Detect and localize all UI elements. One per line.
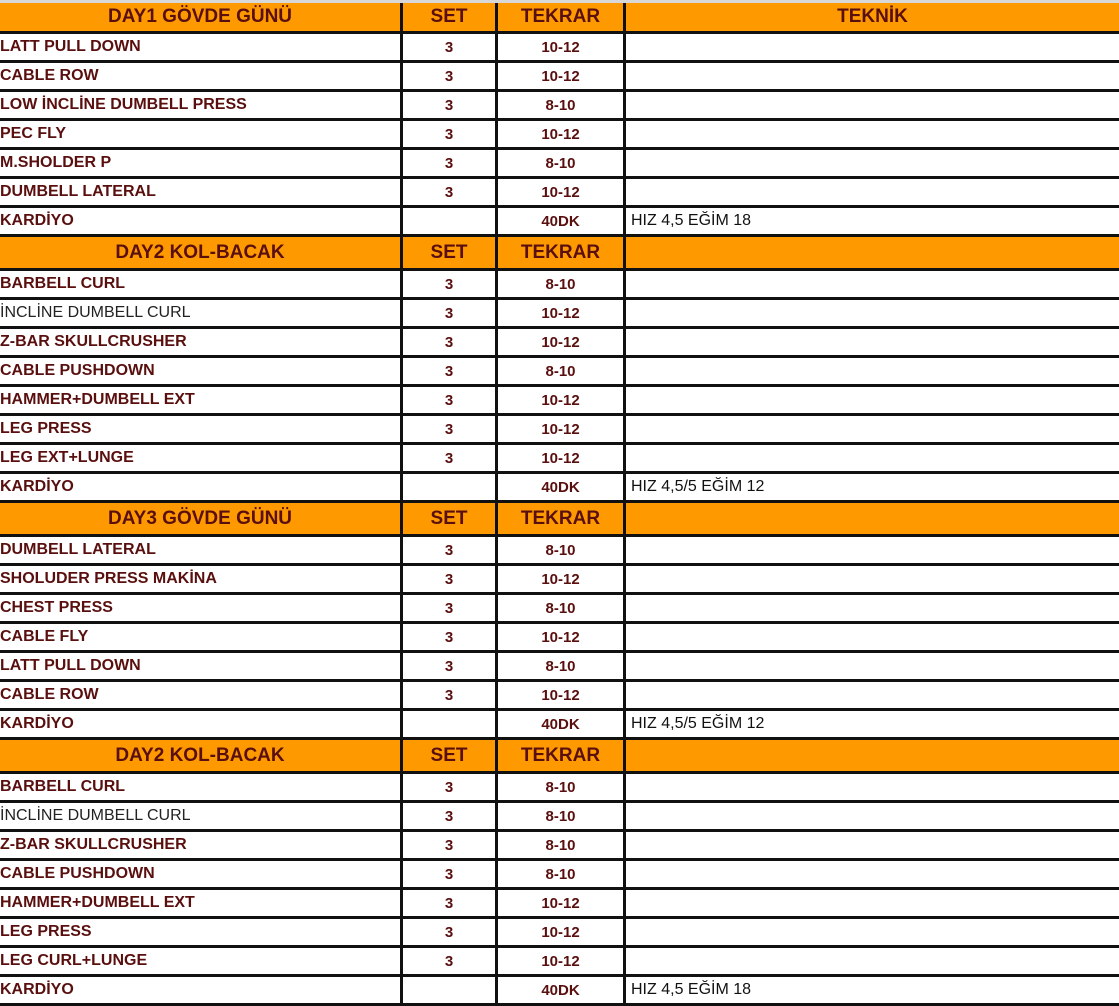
reps-cell[interactable]: 10-12 <box>498 121 626 147</box>
table-row <box>0 92 1119 121</box>
reps-cell[interactable]: 10-12 <box>498 682 626 708</box>
technique-cell[interactable] <box>626 803 1119 829</box>
section-title[interactable]: DAY2 KOL-BACAK <box>0 237 403 268</box>
set-cell[interactable]: 3 <box>403 329 498 355</box>
reps-cell[interactable]: 10-12 <box>498 34 626 60</box>
exercise-cell[interactable]: KARDİYO <box>0 474 403 500</box>
technique-cell[interactable] <box>626 34 1119 60</box>
technique-cell[interactable] <box>626 445 1119 471</box>
reps-cell[interactable]: 8-10 <box>498 537 626 563</box>
table-row <box>0 774 1119 803</box>
exercise-cell[interactable]: CHEST PRESS <box>0 595 403 621</box>
technique-cell[interactable]: HIZ 4,5 EĞİM 18 <box>631 212 752 229</box>
set-cell[interactable]: 3 <box>403 358 498 384</box>
reps-cell[interactable]: 10-12 <box>498 387 626 413</box>
exercise-cell[interactable]: İNCLİNE DUMBELL CURL <box>0 803 403 829</box>
table-row <box>0 711 1119 740</box>
table-row <box>0 537 1119 566</box>
exercise-cell[interactable]: CABLE PUSHDOWN <box>0 358 403 384</box>
technique-cell[interactable] <box>626 358 1119 384</box>
set-cell[interactable]: 3 <box>403 300 498 326</box>
technique-column-header[interactable]: TEKNİK <box>837 6 908 27</box>
reps-cell[interactable]: 10-12 <box>498 919 626 945</box>
technique-column-header[interactable] <box>626 740 1119 771</box>
reps-cell[interactable]: 10-12 <box>498 445 626 471</box>
exercise-cell[interactable]: PEC FLY <box>0 121 403 147</box>
exercise-cell[interactable]: İNCLİNE DUMBELL CURL <box>0 300 403 326</box>
table-row <box>0 416 1119 445</box>
exercise-cell[interactable]: LATT PULL DOWN <box>0 653 403 679</box>
set-cell[interactable]: 3 <box>403 179 498 205</box>
technique-column-header[interactable] <box>626 503 1119 534</box>
reps-cell[interactable]: 8-10 <box>498 271 626 297</box>
set-column-header[interactable]: SET <box>403 503 498 534</box>
exercise-cell[interactable]: Z-BAR SKULLCRUSHER <box>0 329 403 355</box>
technique-cell[interactable] <box>626 92 1119 118</box>
technique-cell[interactable] <box>626 948 1119 974</box>
technique-cell[interactable] <box>626 121 1119 147</box>
set-cell[interactable]: 3 <box>403 861 498 887</box>
reps-cell[interactable]: 8-10 <box>498 150 626 176</box>
table-row <box>0 208 1119 237</box>
exercise-cell[interactable]: SHOLUDER PRESS MAKİNA <box>0 566 403 592</box>
technique-cell[interactable]: HIZ 4,5/5 EĞİM 12 <box>631 478 765 495</box>
reps-cell[interactable]: 40DK <box>498 474 626 500</box>
table-row <box>0 445 1119 474</box>
set-cell[interactable] <box>403 474 498 500</box>
reps-cell[interactable]: 40DK <box>498 711 626 737</box>
reps-cell[interactable]: 40DK <box>498 977 626 1003</box>
set-cell[interactable]: 3 <box>403 595 498 621</box>
section-title[interactable]: DAY2 KOL-BACAK <box>0 740 403 771</box>
table-row <box>0 624 1119 653</box>
exercise-cell[interactable]: CABLE FLY <box>0 624 403 650</box>
technique-cell[interactable] <box>626 416 1119 442</box>
set-cell[interactable]: 3 <box>403 624 498 650</box>
set-cell[interactable]: 3 <box>403 387 498 413</box>
table-row <box>0 977 1119 1006</box>
exercise-cell[interactable]: BARBELL CURL <box>0 271 403 297</box>
table-row <box>0 387 1119 416</box>
exercise-cell[interactable]: LEG PRESS <box>0 416 403 442</box>
table-row <box>0 890 1119 919</box>
reps-cell[interactable]: 8-10 <box>498 861 626 887</box>
set-cell[interactable]: 3 <box>403 566 498 592</box>
table-row <box>0 832 1119 861</box>
set-cell[interactable]: 3 <box>403 832 498 858</box>
table-row <box>0 34 1119 63</box>
section-header <box>0 237 1119 271</box>
technique-cell[interactable] <box>626 595 1119 621</box>
reps-cell[interactable]: 8-10 <box>498 803 626 829</box>
reps-cell[interactable]: 10-12 <box>498 300 626 326</box>
set-column-header[interactable]: SET <box>403 3 498 31</box>
exercise-cell[interactable]: DUMBELL LATERAL <box>0 179 403 205</box>
reps-cell[interactable]: 8-10 <box>498 358 626 384</box>
technique-cell[interactable] <box>626 537 1119 563</box>
set-cell[interactable]: 3 <box>403 92 498 118</box>
set-cell[interactable]: 3 <box>403 803 498 829</box>
table-row <box>0 474 1119 503</box>
exercise-cell[interactable]: LOW İNCLİNE DUMBELL PRESS <box>0 92 403 118</box>
exercise-cell[interactable]: LATT PULL DOWN <box>0 34 403 60</box>
table-row <box>0 653 1119 682</box>
technique-cell[interactable] <box>626 919 1119 945</box>
technique-cell[interactable] <box>626 624 1119 650</box>
table-row <box>0 150 1119 179</box>
exercise-cell[interactable]: DUMBELL LATERAL <box>0 537 403 563</box>
table-row <box>0 63 1119 92</box>
technique-cell[interactable] <box>626 832 1119 858</box>
section-title[interactable]: DAY3 GÖVDE GÜNÜ <box>0 503 403 534</box>
table-row <box>0 358 1119 387</box>
reps-cell[interactable]: 8-10 <box>498 653 626 679</box>
section-header <box>0 503 1119 537</box>
set-cell[interactable]: 3 <box>403 416 498 442</box>
table-row <box>0 948 1119 977</box>
reps-cell[interactable]: 8-10 <box>498 92 626 118</box>
exercise-cell[interactable]: CABLE ROW <box>0 682 403 708</box>
reps-cell[interactable]: 10-12 <box>498 179 626 205</box>
reps-cell[interactable]: 8-10 <box>498 774 626 800</box>
exercise-cell[interactable]: KARDİYO <box>0 977 403 1003</box>
exercise-cell[interactable]: BARBELL CURL <box>0 774 403 800</box>
technique-cell[interactable] <box>626 566 1119 592</box>
set-column-header[interactable]: SET <box>403 237 498 268</box>
technique-cell[interactable] <box>626 329 1119 355</box>
reps-column-header[interactable]: TEKRAR <box>498 237 626 268</box>
table-row <box>0 682 1119 711</box>
set-cell[interactable]: 3 <box>403 682 498 708</box>
set-cell[interactable]: 3 <box>403 445 498 471</box>
technique-cell[interactable] <box>626 387 1119 413</box>
section-header <box>0 740 1119 774</box>
reps-cell[interactable]: 10-12 <box>498 624 626 650</box>
table-row <box>0 271 1119 300</box>
technique-cell[interactable] <box>626 861 1119 887</box>
section-header <box>0 0 1119 34</box>
table-row <box>0 861 1119 890</box>
technique-cell[interactable] <box>626 179 1119 205</box>
set-cell[interactable]: 3 <box>403 774 498 800</box>
technique-cell[interactable]: HIZ 4,5 EĞİM 18 <box>631 981 752 998</box>
set-cell[interactable]: 3 <box>403 948 498 974</box>
set-cell[interactable]: 3 <box>403 653 498 679</box>
table-row <box>0 566 1119 595</box>
reps-cell[interactable]: 10-12 <box>498 566 626 592</box>
set-cell[interactable] <box>403 711 498 737</box>
technique-cell[interactable] <box>626 653 1119 679</box>
reps-column-header[interactable]: TEKRAR <box>498 503 626 534</box>
exercise-cell[interactable]: M.SHOLDER P <box>0 150 403 176</box>
table-row <box>0 121 1119 150</box>
exercise-cell[interactable]: LEG CURL+LUNGE <box>0 948 403 974</box>
technique-column-header[interactable] <box>626 237 1119 268</box>
reps-cell[interactable]: 8-10 <box>498 595 626 621</box>
exercise-cell[interactable]: CABLE PUSHDOWN <box>0 861 403 887</box>
reps-cell[interactable]: 10-12 <box>498 890 626 916</box>
set-cell[interactable]: 3 <box>403 150 498 176</box>
exercise-cell[interactable]: KARDİYO <box>0 208 403 234</box>
reps-cell[interactable]: 8-10 <box>498 832 626 858</box>
set-cell[interactable]: 3 <box>403 121 498 147</box>
technique-cell[interactable] <box>626 300 1119 326</box>
exercise-cell[interactable]: CABLE ROW <box>0 63 403 89</box>
technique-cell[interactable] <box>626 150 1119 176</box>
reps-cell[interactable]: 40DK <box>498 208 626 234</box>
set-cell[interactable] <box>403 977 498 1003</box>
table-row <box>0 803 1119 832</box>
technique-cell[interactable] <box>626 63 1119 89</box>
exercise-cell[interactable]: HAMMER+DUMBELL EXT <box>0 890 403 916</box>
set-cell[interactable]: 3 <box>403 919 498 945</box>
reps-cell[interactable]: 10-12 <box>498 948 626 974</box>
set-cell[interactable]: 3 <box>403 890 498 916</box>
technique-cell[interactable]: HIZ 4,5/5 EĞİM 12 <box>631 715 765 732</box>
set-cell[interactable]: 3 <box>403 271 498 297</box>
technique-cell[interactable] <box>626 271 1119 297</box>
reps-column-header[interactable]: TEKRAR <box>498 3 626 31</box>
table-row <box>0 919 1119 948</box>
exercise-cell[interactable]: KARDİYO <box>0 711 403 737</box>
technique-cell[interactable] <box>626 890 1119 916</box>
table-row <box>0 179 1119 208</box>
reps-cell[interactable]: 10-12 <box>498 63 626 89</box>
technique-cell[interactable] <box>626 682 1119 708</box>
exercise-cell[interactable]: LEG EXT+LUNGE <box>0 445 403 471</box>
section-title[interactable]: DAY1 GÖVDE GÜNÜ <box>0 3 403 31</box>
exercise-cell[interactable]: Z-BAR SKULLCRUSHER <box>0 832 403 858</box>
set-column-header[interactable]: SET <box>403 740 498 771</box>
set-cell[interactable]: 3 <box>403 63 498 89</box>
table-row <box>0 329 1119 358</box>
reps-cell[interactable]: 10-12 <box>498 416 626 442</box>
set-cell[interactable]: 3 <box>403 34 498 60</box>
table-row <box>0 595 1119 624</box>
set-cell[interactable]: 3 <box>403 537 498 563</box>
reps-column-header[interactable]: TEKRAR <box>498 740 626 771</box>
technique-cell[interactable] <box>626 774 1119 800</box>
table-row <box>0 300 1119 329</box>
exercise-cell[interactable]: LEG PRESS <box>0 919 403 945</box>
exercise-cell[interactable]: HAMMER+DUMBELL EXT <box>0 387 403 413</box>
set-cell[interactable] <box>403 208 498 234</box>
reps-cell[interactable]: 10-12 <box>498 329 626 355</box>
